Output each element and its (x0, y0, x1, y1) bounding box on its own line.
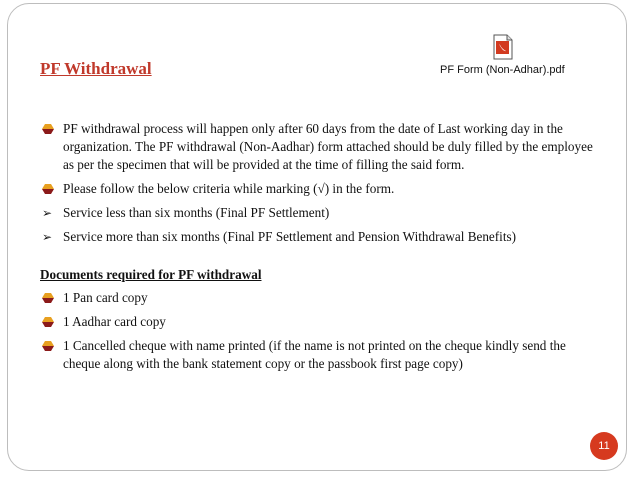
diamond-bullet-icon (42, 124, 54, 134)
diamond-bullet-icon (42, 317, 54, 327)
arrow-bullet-icon: ➢ (42, 206, 53, 220)
pdf-attachment[interactable] (440, 34, 600, 84)
bullet-text: PF withdrawal process will happen only after 60 days from the date of Last working day in the organization. The PF withdrawal (Non-Aadhar) form attached should be duly filled by the employee as per the specimen that will be provided at the time of filling the said form. (63, 121, 593, 172)
document-text: 1 Cancelled cheque with name printed (if the name is not printed on the cheque kindly send the cheque along with the bank statement copy or the passbook first page copy) (63, 338, 566, 371)
diamond-bullet-icon (42, 341, 54, 351)
slide-title: PF Withdrawal (40, 59, 152, 78)
bullet-item (40, 228, 600, 246)
bullet-item (40, 180, 600, 198)
slide-content (40, 120, 600, 379)
bullet-text: Service more than six months (Final PF Settlement and Pension Withdrawal Benefits) (63, 229, 517, 244)
document-item (40, 337, 600, 373)
attachment-filename[interactable]: PF Form (Non-Adhar).pdf (440, 64, 565, 76)
document-item (40, 313, 600, 331)
page-number-badge: 11 (590, 432, 618, 460)
bullet-text: Please follow the below criteria while marking (√) in the form. (63, 181, 395, 196)
document-text: 1 Aadhar card copy (63, 314, 166, 329)
bullet-item (40, 120, 600, 174)
diamond-bullet-icon (42, 293, 54, 303)
diamond-bullet-icon (42, 184, 54, 194)
arrow-bullet-icon: ➢ (42, 230, 53, 244)
document-text: 1 Pan card copy (63, 290, 148, 305)
pdf-file-icon (493, 34, 513, 60)
bullet-item (40, 204, 600, 222)
document-item (40, 289, 600, 307)
bullet-text: Service less than six months (Final PF Settlement) (63, 205, 330, 220)
documents-heading: Documents required for PF withdrawal (40, 267, 262, 282)
